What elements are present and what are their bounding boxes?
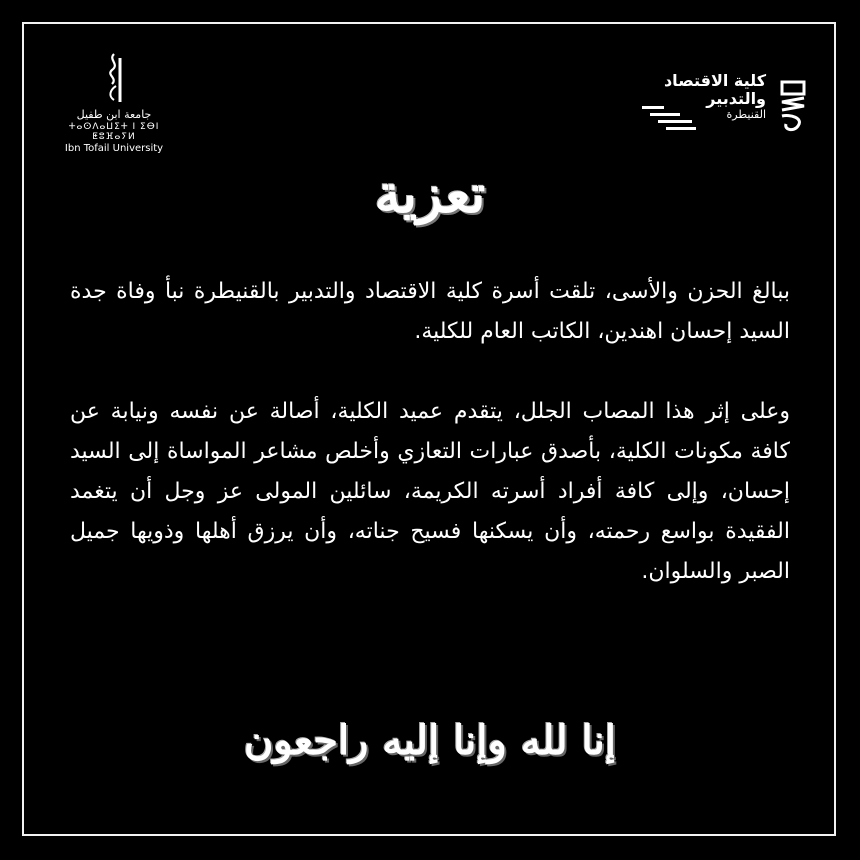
ibn-tofail-emblem-icon: [94, 50, 134, 106]
university-name-english: Ibn Tofail University: [64, 143, 164, 154]
condolence-title: تعزية: [374, 164, 486, 225]
message-paragraph-1: ببالغ الحزن والأسى، تلقت أسرة كلية الاقتصاد والتدبير بالقنيطرة نبأ وفاة جدة السيد إحسان اهندين، الكاتب العام للكلية.: [70, 279, 790, 344]
university-logo: [54, 50, 174, 162]
faculty-emblem-icon: [776, 76, 810, 136]
faculty-name-line2: والتدبير: [706, 89, 766, 108]
quran-verse: إنا لله وإنا إليه راجعون: [243, 717, 617, 764]
faculty-logo: [640, 72, 810, 140]
condolence-message: [70, 272, 790, 592]
faculty-name-line1: كلية الاقتصاد: [663, 71, 766, 90]
faculty-city: القنيطرة: [726, 108, 766, 121]
university-name-tifinagh: ⵜⴰⵙⴷⴰⵡⵉⵜ ⵏ ⵉⴱⵏ ⵟⵓⴼⴰⵢⵍ: [68, 122, 160, 142]
university-name-arabic: جامعة ابن طفيل: [76, 108, 152, 121]
faculty-bars-icon: [642, 106, 698, 132]
message-paragraph-2: وعلى إثر هذا المصاب الجلل، يتقدم عميد الكلية، أصالة عن نفسه ونيابة عن كافة مكونات الكلية، بأصدق عبارات التعازي وأخلص مشاعر المواساة إلى السيد إحسان، وإلى كافة أفراد أسرته الكريمة، سائلين المولى عز وجل أن يتغمد الفقيدة بواسع رحمته، وأن يسكنها فسيح جناته، وأن يرزق أهلها وذويها جميل الصبر والسلوان.: [70, 399, 790, 584]
